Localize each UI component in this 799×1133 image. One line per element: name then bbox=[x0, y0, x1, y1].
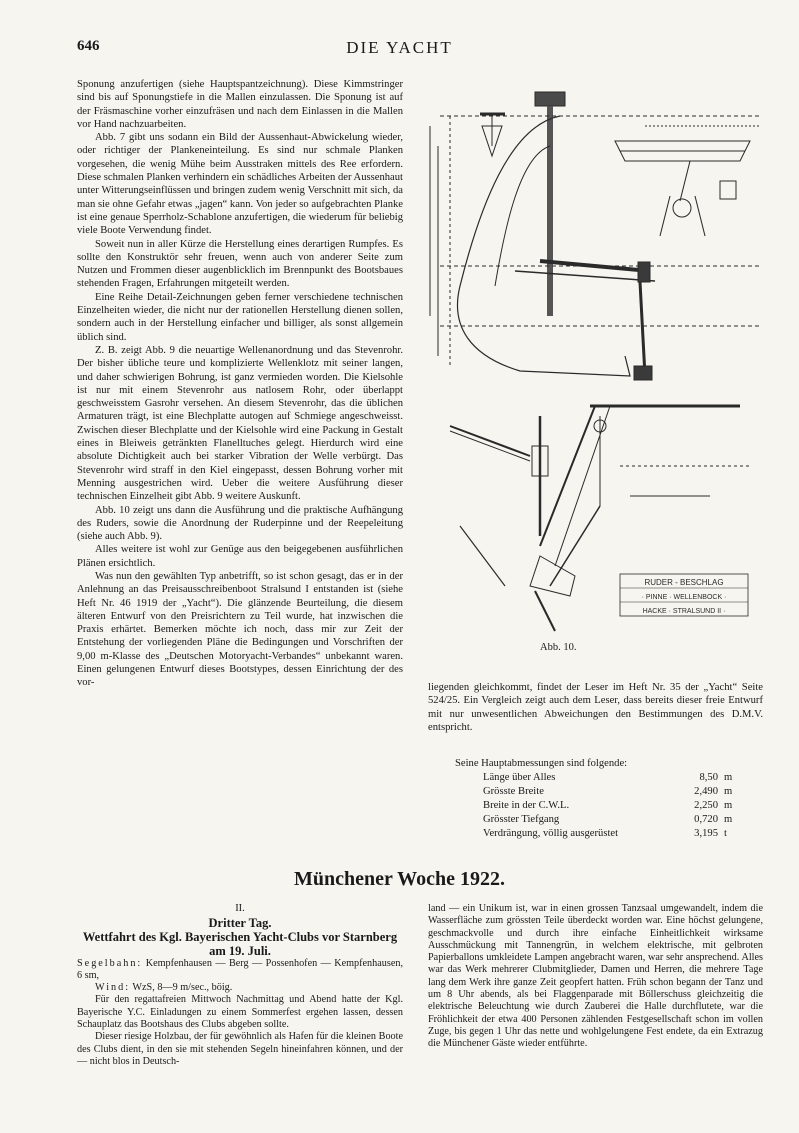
paragraph: land — ein Unikum ist, war in einen grossen Tanzsaal umgewandelt, indem die Wasserfläche zum grössten Teile überdeckt worden war. Eine höchst gelungene, geschmackvolle und durch ihre einfache Einheitlichkeit wirksame Ausschmückung mit Tannengrün, in welchem elektrische, mit gelbroten Papierballons umkleidete Lampen angebracht waren, war sehr ansprechend. Alles war das Werk mehrerer Clubmitglieder, Damen und Herren, die mehrere Tage lang dem Werk ihre ganze Zeit geopfert hatten. Früh schon begann der Tanz und um 8 Uhr abends, als bei Flaggenparade mit Böllerschuss gleichzeitig die elektrische Beleuchtung wie durch Zauberei die Halle durchflutete, war die Fröhlichkeit der etwa 400 Personen zählenden Festgesellschaft schon im vollen Zuge, bis gegen 1 Uhr das nette und wohlgelungene Fest endete, da ein Extrazug die Münchener Gäste wieder entführte. bbox=[428, 903, 763, 1050]
dimension-value: 3,195 bbox=[694, 828, 718, 839]
figure-table-line: HACKE · STRALSUND II · bbox=[642, 608, 726, 615]
figure-table-line: RUDER - BESCHLAG bbox=[644, 578, 724, 587]
article-headline: Münchener Woche 1922. bbox=[294, 868, 505, 890]
right-column bbox=[428, 681, 763, 734]
dimension-label: Grösste Breite bbox=[483, 786, 544, 797]
table-row bbox=[483, 785, 744, 799]
wind-text: WzS, 8—9 m/sec., böig. bbox=[130, 982, 233, 994]
dimension-value: 2,490 bbox=[694, 786, 718, 797]
dimension-value: 0,720 bbox=[694, 814, 718, 825]
table-row bbox=[483, 799, 744, 813]
table-row bbox=[483, 813, 744, 827]
paragraph: Was nun den gewählten Typ anbetrifft, so ist schon gesagt, das er in der Anlehnung an das Preisausschreibenboot Stralsund I entstanden ist (siehe Heft Nr. 46 1919 der „Yacht“). Die glänzende Beurteilung, die diesem älteren Entwurf von den Preisrichtern zu Teil wurde, hat inzwischen die Praxis erhärtet. Bemerken möchte ich noch, dass mir zur Zeit der Entstehung der vorliegenden Pläne die Bedingungen und Vorschriften der 9,00 m-Klasse des „Deutschen Motoryacht-Verbandes“ unbekannt waren. Einen gelungenen Entwurf dieses Bootstypes, dessen Einrichtung der des vor- bbox=[77, 570, 403, 689]
dimension-unit: m bbox=[724, 786, 733, 797]
figure-caption: Abb. 10. bbox=[540, 642, 577, 653]
article-left-column bbox=[77, 903, 403, 1068]
dimensions-table bbox=[483, 771, 744, 841]
left-column bbox=[77, 78, 403, 690]
paragraph: Abb. 7 gibt uns sodann ein Bild der Aussenhaut-Abwickelung wieder, oder richtiger der Plankeneinteilung. Es sind nur schmale Planken vorgesehen, die wenig Mühe beim Ausstraken mittels des Ree erfordern. Diese schmalen Planken verhindern ein schädliches Arbeiten der Aussenhaut unter Witterungseinflüssen und bringen zudem wenig Verschnitt mit sich, da man sie ohne Gefahr etwas „jagen“ kann. Von jeder so aufgebrachten Planke ist eine genaue Sperrholz-Schablone anzufertigen, die wiederum für beliebig viele Boote Verwendung findet. bbox=[77, 132, 403, 237]
running-title: DIE YACHT bbox=[346, 38, 453, 57]
paragraph: Dieser riesige Holzbau, der für gewöhnlich als Hafen für die kleinen Boote des Clubs dient, in den sie mit stehenden Segeln hineinfahren können, und der — nicht blos in Deutsch- bbox=[77, 1031, 403, 1067]
table-row bbox=[483, 771, 744, 785]
article-part: II. bbox=[235, 903, 245, 914]
dimension-unit: m bbox=[724, 800, 733, 811]
wind-label: Wind: bbox=[95, 982, 131, 994]
paragraph: Soweit nun in aller Kürze die Herstellung eines derartigen Rumpfes. Es sollte den Konstruktör sehr freuen, wenn auch von anderer Seite zum Nutzen und Frommen dieser augenblicklich im Brennpunkt des Bootsbaues stehenden Fragen, Erfahrungen mitgeteilt werden. bbox=[77, 238, 403, 290]
table-row bbox=[483, 827, 744, 841]
dimension-unit: t bbox=[724, 828, 727, 839]
dimension-label: Länge über Alles bbox=[483, 772, 556, 783]
article-race-date: am 19. Juli. bbox=[209, 943, 271, 958]
article-right-column bbox=[428, 903, 763, 1051]
dimension-label: Verdrängung, völlig ausgerüstet bbox=[483, 828, 619, 839]
course-info bbox=[77, 958, 403, 983]
dimension-value: 8,50 bbox=[699, 772, 718, 783]
paragraph: Abb. 10 zeigt uns dann die Ausführung und die praktische Aufhängung des Ruders, sowie die Anordnung der Ruderpinne und der Reepeleitung (siehe auch Abb. 9). bbox=[77, 504, 403, 543]
course-label: Segelbahn: bbox=[77, 957, 143, 969]
dimension-label: Breite in der C.W.L. bbox=[483, 800, 570, 811]
technical-drawing bbox=[420, 86, 765, 636]
dimensions-lead: Seine Hauptabmessungen sind folgende: bbox=[455, 758, 628, 769]
paragraph: Für den regattafreien Mittwoch Nachmittag und Abend hatte der Kgl. Bayerische Y.C. Einladungen zu einem Sommerfest ergehen lassen, dessen Schauplatz das Bootshaus des Clubs abgeben sollte. bbox=[77, 994, 403, 1031]
wind-info bbox=[77, 982, 403, 994]
dimensions-block bbox=[455, 757, 755, 841]
dimension-label: Grösster Tiefgang bbox=[483, 814, 560, 825]
paragraph: Sponung anzufertigen (siehe Hauptspantzeichnung). Diese Kimmstringer sind bis auf Sponungstiefe in die Mallen einzulassen. Die Sponung ist auf der Fräsmaschine vorher einzufräsen und nach dem Einlassen in die Mallen vor Hand nachzuarbeiten. bbox=[77, 79, 403, 130]
paragraph: liegenden gleichkommt, findet der Leser im Heft Nr. 35 der „Yacht“ Seite 524/25. Ein Vergleich zeigt auch dem Leser, dass bereits dieser freie Entwurf mit nur unwesentlichen Abweichungen den Bestimmungen des D.M.V. entspricht. bbox=[428, 682, 763, 733]
paragraph: Alles weitere ist wohl zur Genüge aus den beigegebenen ausführlichen Plänen ersichtlich. bbox=[77, 544, 403, 569]
dimension-unit: m bbox=[724, 772, 733, 783]
article-day: Dritter Tag. bbox=[208, 916, 272, 931]
page-number: 646 bbox=[77, 38, 100, 54]
paragraph: Z. B. zeigt Abb. 9 die neuartige Wellenanordnung und das Stevenrohr. Der bisher übliche teure und komplizierte Wellenklotz mit seiner langen, und daher schwierigen Bohrung, ist ganz vermieden worden. Die Kielsohle ist nur mit einem Stevenrohr aus natlosem Rohr, oder überlappt geschweisstem Gasrohr versehen. An diesem Stevenrohr, das die üblichen Armaturen trägt, ist eine Blechplatte autogen auf Schmiege angeschweisst. Zwischen dieser Blechplatte und der Kielsohle wird eine Packung in Gestalt eines in Bleiweis getränkten Flanelltuches gelegt. Hierdurch wird eine absolute Dichtigkeit auch bei starker Vibration der Welle verbürgt. Das Stevenrohr wird straff in den Kiel eingepasst, dessen Bohrung vorher mit Menning ausgestrichen wird. Ueber die weitere Ausführung dieser technischen Einzelheit gibt Abb. 9 weitere Auskunft. bbox=[77, 344, 403, 503]
course-text: Kempfenhausen — Berg — Possenhofen — Kempfenhausen, 6 sm, bbox=[77, 957, 403, 981]
dimension-value: 2,250 bbox=[694, 800, 718, 811]
dimension-unit: m bbox=[724, 814, 733, 825]
figure-table-line: · PINNE · WELLENBOCK · bbox=[641, 594, 727, 601]
paragraph: Eine Reihe Detail-Zeichnungen geben ferner verschiedene technischen Einzelheiten wieder, die nicht nur der rationellen Herstellung dienen sollen, sondern auch in der Herstellung einfacher und billiger, als sonst allgemein üblich sind. bbox=[77, 291, 403, 343]
article-race-title: Wettfahrt des Kgl. Bayerischen Yacht-Clubs vor Starnberg bbox=[82, 929, 398, 944]
